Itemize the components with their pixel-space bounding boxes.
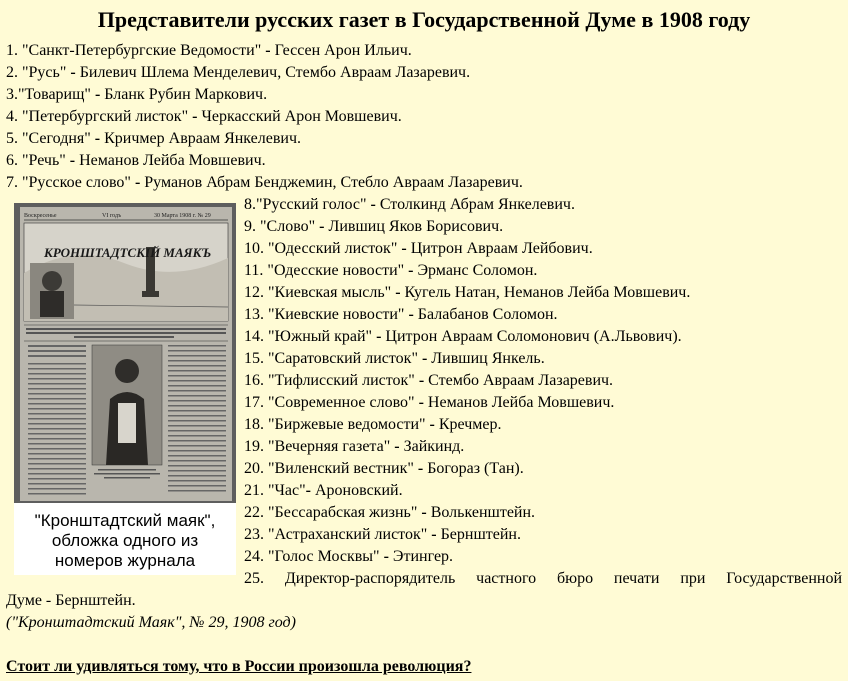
magazine-cover-image <box>14 203 236 503</box>
list-item: 22. "Бессарабская жизнь" - Волькенштейн. <box>244 504 536 521</box>
source-citation: ("Кронштадтский Маяк", № 29, 1908 год) <box>6 614 296 631</box>
issue-left: Воскресенье <box>24 213 57 219</box>
list-item: 21. "Час"- Ароновский. <box>244 482 403 499</box>
list-item: 14. "Южный край" - Цитрон Авраам Соломонович (А.Львович). <box>244 328 682 345</box>
list-item: 1. "Санкт-Петербургские Ведомости" - Гессен Арон Ильич. <box>6 42 412 59</box>
item25-line1: 25. Директор-распорядитель частного бюро печати при Государственной <box>244 570 842 587</box>
newspaper-list-right <box>244 194 844 568</box>
list-item-25 <box>6 568 842 612</box>
newspaper-list-top <box>6 40 842 194</box>
list-item: 8."Русский голос" - Столкинд Абрам Янкелевич. <box>244 196 575 213</box>
caption-line: номеров журнала <box>54 551 196 570</box>
list-item: 12. "Киевская мысль" - Кугель Натан, Неманов Лейба Мовшевич. <box>244 284 691 301</box>
closing-question: Стоит ли удивляться тому, что в России произошла революция? <box>6 658 472 675</box>
list-item: 4. "Петербургский листок" - Черкасский Арон Мовшевич. <box>6 108 402 125</box>
list-item: 2. "Русь" - Билевич Шлема Менделевич, Стембо Авраам Лазаревич. <box>6 64 471 81</box>
list-item: 13. "Киевские новости" - Балабанов Соломон. <box>244 306 558 323</box>
list-item: 6. "Речь" - Неманов Лейба Мовшевич. <box>6 152 266 169</box>
list-item: 11. "Одесские новости" - Эрманс Соломон. <box>244 262 538 279</box>
list-item: 20. "Виленский вестник" - Богораз (Тан). <box>244 460 524 477</box>
list-item: 15. "Саратовский листок" - Лившиц Янкель. <box>244 350 545 367</box>
list-item: 16. "Тифлисский листок" - Стембо Авраам Лазаревич. <box>244 372 614 389</box>
issue-mid: VI годъ <box>102 213 122 219</box>
list-item: 23. "Астраханский листок" - Бернштейн. <box>244 526 521 543</box>
caption-line: "Кронштадтский маяк", <box>34 511 216 530</box>
list-item: 18. "Биржевые ведомости" - Кречмер. <box>244 416 502 433</box>
image-caption <box>14 503 236 575</box>
list-item: 3."Товарищ" - Бланк Рубин Маркович. <box>6 86 268 103</box>
magazine-cover-illustration <box>14 203 236 503</box>
masthead: КРОНШТАДТСКІЙ МАЯКЪ <box>44 245 212 260</box>
item25-line2: Думе - Бернштейн. <box>6 592 136 609</box>
list-item: 17. "Современное слово" - Неманов Лейба Мовшевич. <box>244 394 615 411</box>
magazine-figure <box>14 203 236 575</box>
issue-right: 30 Марта 1908 г. № 29 <box>154 213 211 219</box>
caption-line: обложка одного из <box>51 531 199 550</box>
list-item: 24. "Голос Москвы" - Этингер. <box>244 548 454 565</box>
list-item: 19. "Вечерняя газета" - Зайкинд. <box>244 438 465 455</box>
page-title: Представители русских газет в Государственной Думе в 1908 году <box>97 7 751 32</box>
list-item: 7. "Русское слово" - Руманов Абрам Бенджемин, Стебло Авраам Лазаревич. <box>6 174 523 191</box>
list-item: 10. "Одесский листок" - Цитрон Авраам Лейбович. <box>244 240 593 257</box>
list-item: 9. "Слово" - Лившиц Яков Борисович. <box>244 218 504 235</box>
list-item: 5. "Сегодня" - Кричмер Авраам Янкелевич. <box>6 130 302 147</box>
